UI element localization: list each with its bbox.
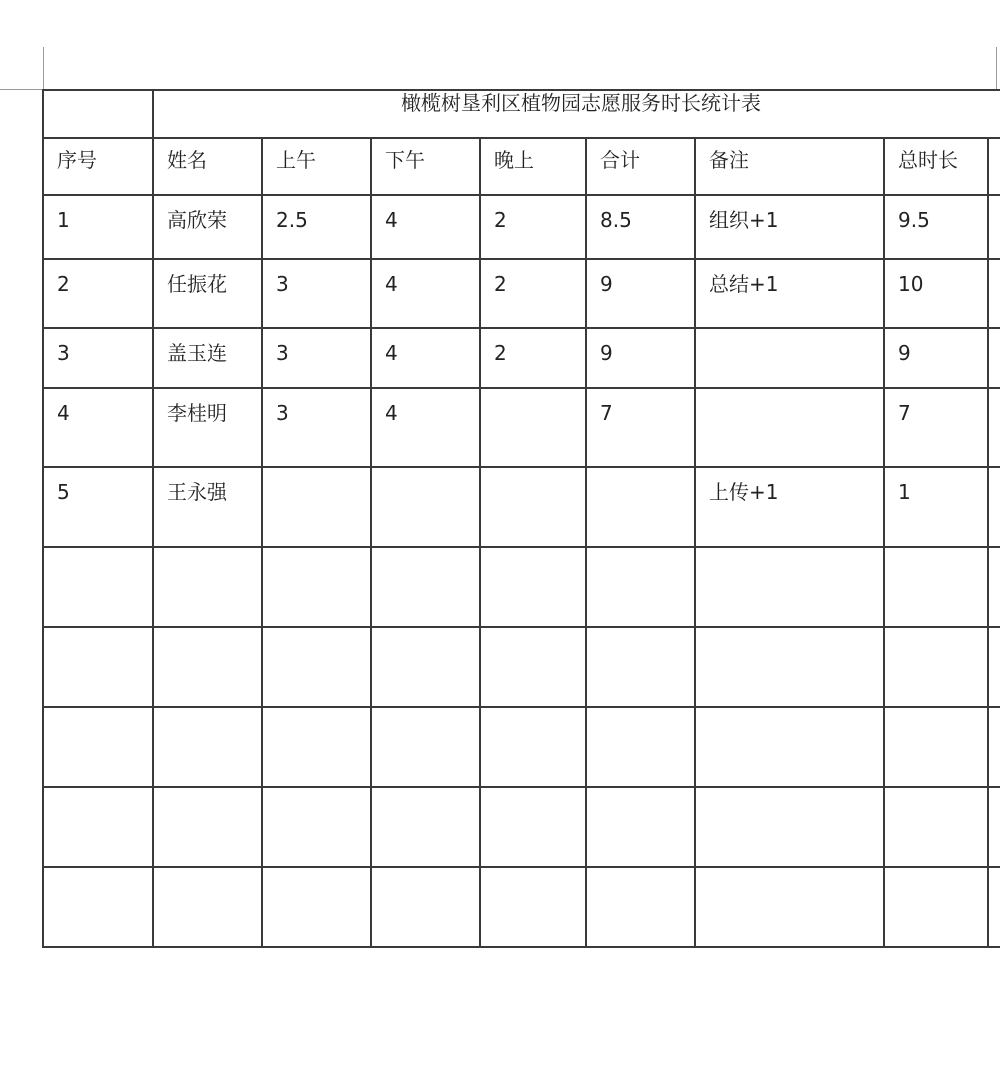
table-row [43, 259, 1000, 328]
cell-total-hours[interactable]: 9.5 [884, 195, 988, 259]
cell-remark[interactable] [695, 707, 884, 787]
cell-name[interactable] [153, 627, 262, 707]
cell-subtotal[interactable] [586, 787, 695, 867]
cell-total-hours[interactable]: 9 [884, 328, 988, 388]
cell-index[interactable]: 5 [43, 467, 153, 547]
cell-index[interactable] [43, 547, 153, 627]
cell-index[interactable]: 3 [43, 328, 153, 388]
title-row [43, 90, 1000, 138]
header-cell-afternoon[interactable]: 下午 [371, 138, 480, 195]
cell-total-hours[interactable]: 1 [884, 467, 988, 547]
cell-subtotal[interactable]: 8.5 [586, 195, 695, 259]
cell-total-hours[interactable]: 7 [884, 388, 988, 467]
cell-total-hours[interactable] [884, 627, 988, 707]
cell-subtotal[interactable] [586, 627, 695, 707]
cell-name[interactable] [153, 707, 262, 787]
cell-extra[interactable] [988, 627, 1000, 707]
cell-index[interactable] [43, 867, 153, 947]
cell-remark[interactable] [695, 547, 884, 627]
header-cell-index[interactable]: 序号 [43, 138, 153, 195]
cell-evening[interactable] [480, 867, 586, 947]
cell-evening[interactable]: 2 [480, 195, 586, 259]
cell-subtotal[interactable]: 9 [586, 259, 695, 328]
cell-afternoon[interactable]: 4 [371, 195, 480, 259]
cell-morning[interactable]: 3 [262, 388, 371, 467]
cell-evening[interactable]: 2 [480, 259, 586, 328]
cell-total-hours[interactable] [884, 787, 988, 867]
cell-index[interactable]: 2 [43, 259, 153, 328]
title-empty-cell[interactable] [43, 90, 153, 138]
table-row [43, 388, 1000, 467]
cell-morning[interactable] [262, 467, 371, 547]
cell-evening[interactable] [480, 547, 586, 627]
cell-afternoon[interactable] [371, 467, 480, 547]
crop-mark-vertical-right [996, 47, 997, 91]
crop-mark-vertical-left [43, 47, 44, 91]
cell-total-hours[interactable]: 10 [884, 259, 988, 328]
header-row [43, 138, 1000, 195]
cell-evening[interactable] [480, 787, 586, 867]
table-row [43, 627, 1000, 707]
cell-subtotal[interactable]: 9 [586, 328, 695, 388]
cell-afternoon[interactable]: 4 [371, 328, 480, 388]
cell-name[interactable] [153, 787, 262, 867]
cell-subtotal[interactable] [586, 707, 695, 787]
cell-index[interactable] [43, 627, 153, 707]
cell-total-hours[interactable] [884, 547, 988, 627]
cell-afternoon[interactable] [371, 707, 480, 787]
cell-subtotal[interactable] [586, 547, 695, 627]
header-cell-evening[interactable]: 晚上 [480, 138, 586, 195]
cell-evening[interactable]: 2 [480, 328, 586, 388]
cell-evening[interactable] [480, 467, 586, 547]
cell-total-hours[interactable] [884, 707, 988, 787]
cell-morning[interactable]: 3 [262, 259, 371, 328]
crop-mark-horizontal-left [0, 89, 43, 90]
table-row [43, 547, 1000, 627]
table-row [43, 195, 1000, 259]
cell-evening[interactable] [480, 388, 586, 467]
table-row [43, 467, 1000, 547]
header-cell-morning[interactable]: 上午 [262, 138, 371, 195]
cell-total-hours[interactable] [884, 867, 988, 947]
cell-evening[interactable] [480, 627, 586, 707]
header-cell-subtotal[interactable]: 合计 [586, 138, 695, 195]
cell-index[interactable] [43, 707, 153, 787]
cell-name[interactable]: 盖玉连 [153, 328, 262, 388]
cell-morning[interactable] [262, 627, 371, 707]
cell-subtotal[interactable] [586, 867, 695, 947]
cell-index[interactable]: 4 [43, 388, 153, 467]
cell-afternoon[interactable] [371, 867, 480, 947]
cell-subtotal[interactable]: 7 [586, 388, 695, 467]
cell-name[interactable] [153, 867, 262, 947]
header-cell-extra[interactable] [988, 138, 1000, 195]
header-cell-name[interactable]: 姓名 [153, 138, 262, 195]
cell-remark[interactable] [695, 388, 884, 467]
cell-index[interactable]: 1 [43, 195, 153, 259]
cell-remark[interactable] [695, 867, 884, 947]
cell-afternoon[interactable]: 4 [371, 259, 480, 328]
cell-afternoon[interactable]: 4 [371, 388, 480, 467]
cell-extra[interactable] [988, 867, 1000, 947]
cell-name[interactable]: 任振花 [153, 259, 262, 328]
cell-morning[interactable] [262, 787, 371, 867]
cell-afternoon[interactable] [371, 787, 480, 867]
cell-morning[interactable] [262, 547, 371, 627]
header-cell-remark[interactable]: 备注 [695, 138, 884, 195]
table-row [43, 787, 1000, 867]
table-row [43, 328, 1000, 388]
cell-name[interactable]: 高欣荣 [153, 195, 262, 259]
cell-name[interactable]: 王永强 [153, 467, 262, 547]
cell-remark[interactable]: 上传+1 [695, 467, 884, 547]
cell-morning[interactable]: 2.5 [262, 195, 371, 259]
cell-morning[interactable] [262, 867, 371, 947]
cell-remark[interactable] [695, 787, 884, 867]
cell-extra[interactable] [988, 707, 1000, 787]
table-row [43, 867, 1000, 947]
cell-afternoon[interactable] [371, 627, 480, 707]
cell-remark[interactable]: 总结+1 [695, 259, 884, 328]
cell-afternoon[interactable] [371, 547, 480, 627]
cell-morning[interactable] [262, 707, 371, 787]
cell-extra[interactable] [988, 547, 1000, 627]
header-cell-total-hours[interactable]: 总时长 [884, 138, 988, 195]
cell-remark[interactable]: 组织+1 [695, 195, 884, 259]
cell-remark[interactable] [695, 627, 884, 707]
table-title[interactable]: 橄榄树垦利区植物园志愿服务时长统计表 [153, 90, 1000, 138]
volunteer-hours-table [42, 89, 1000, 948]
cell-index[interactable] [43, 787, 153, 867]
cell-name[interactable] [153, 547, 262, 627]
cell-subtotal[interactable] [586, 467, 695, 547]
cell-evening[interactable] [480, 707, 586, 787]
cell-extra[interactable] [988, 787, 1000, 867]
table-row [43, 707, 1000, 787]
cell-extra[interactable] [988, 328, 1000, 388]
cell-morning[interactable]: 3 [262, 328, 371, 388]
cell-extra[interactable] [988, 195, 1000, 259]
cell-extra[interactable] [988, 467, 1000, 547]
cell-extra[interactable] [988, 388, 1000, 467]
cell-extra[interactable] [988, 259, 1000, 328]
cell-name[interactable]: 李桂明 [153, 388, 262, 467]
cell-remark[interactable] [695, 328, 884, 388]
